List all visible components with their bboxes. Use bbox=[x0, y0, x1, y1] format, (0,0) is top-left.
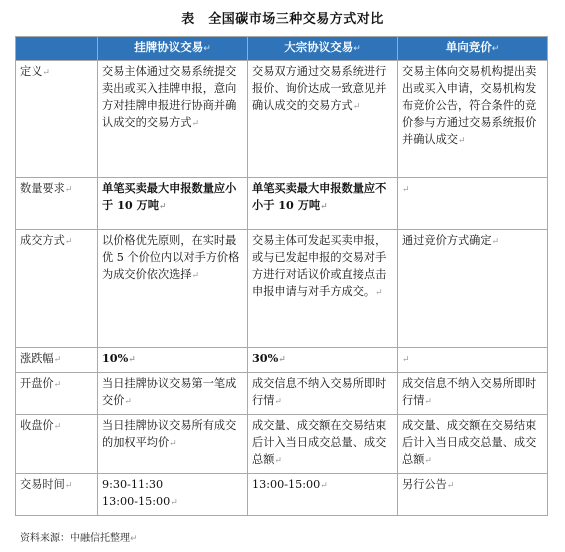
cell-close-block: 成交量、成交额在交易结束后计入当日成交总量、成交总额↵ bbox=[248, 415, 398, 474]
header-listing-agreement: 挂牌协议交易↵ bbox=[98, 37, 248, 61]
source-note: 资料来源：中融信托整理↵ bbox=[20, 533, 138, 544]
table-row bbox=[16, 230, 548, 348]
table-row bbox=[16, 373, 548, 415]
cell-quantity-bidding: ↵ bbox=[398, 178, 548, 230]
cell-quantity-block: 单笔买卖最大申报数量应不小于 10 万吨↵ bbox=[248, 178, 398, 230]
table-title bbox=[0, 8, 565, 27]
cell-deal-listing: 以价格优先原则，在实时最优 5 个价位内以对手方价格为成交价依次选择↵ bbox=[98, 230, 248, 348]
row-label-deal-method: 成交方式↵ bbox=[16, 230, 98, 348]
cell-definition-block: 交易双方通过交易系统进行报价、询价达成一致意见并确认成交的交易方式↵ bbox=[248, 61, 398, 178]
cell-time-bidding: 另行公告↵ bbox=[398, 474, 548, 516]
cell-definition-listing: 交易主体通过交易系统提交卖出或买入挂牌申报，意向方对挂牌申报进行协商并确认成交的交易方式↵ bbox=[98, 61, 248, 178]
header-block-agreement: 大宗协议交易↵ bbox=[248, 37, 398, 61]
cell-time-block: 13:00-15:00↵ bbox=[248, 474, 398, 516]
row-label-close-price: 收盘价↵ bbox=[16, 415, 98, 474]
cell-open-listing: 当日挂牌协议交易第一笔成交价↵ bbox=[98, 373, 248, 415]
cell-definition-bidding: 交易主体向交易机构提出卖出或买入申请，交易机构发布竞价公告，符合条件的竞价参与方通过交易系统报价并确认成交↵ bbox=[398, 61, 548, 178]
cell-limit-listing: 10%↵ bbox=[98, 348, 248, 373]
cell-limit-block: 30%↵ bbox=[248, 348, 398, 373]
cell-time-listing: 9:30-11:30 13:00-15:00↵ bbox=[98, 474, 248, 516]
cell-deal-bidding: 通过竞价方式确定↵ bbox=[398, 230, 548, 348]
header-row bbox=[16, 37, 548, 61]
table-row bbox=[16, 474, 548, 516]
title-text: 表 全国碳市场三种交易方式对比 bbox=[181, 12, 384, 27]
header-one-way-bidding: 单向竞价↵ bbox=[398, 37, 548, 61]
row-label-price-limit: 涨跌幅↵ bbox=[16, 348, 98, 373]
row-label-definition: 定义↵ bbox=[16, 61, 98, 178]
cell-quantity-listing: 单笔买卖最大申报数量应小于 10 万吨↵ bbox=[98, 178, 248, 230]
row-label-trading-time: 交易时间↵ bbox=[16, 474, 98, 516]
table-row bbox=[16, 415, 548, 474]
cell-limit-bidding: ↵ bbox=[398, 348, 548, 373]
cell-open-block: 成交信息不纳入交易所即时行情↵ bbox=[248, 373, 398, 415]
cell-close-listing: 当日挂牌协议交易所有成交的加权平均价↵ bbox=[98, 415, 248, 474]
row-label-open-price: 开盘价↵ bbox=[16, 373, 98, 415]
table-row bbox=[16, 178, 548, 230]
comparison-table bbox=[15, 36, 548, 516]
row-label-quantity: 数量要求↵ bbox=[16, 178, 98, 230]
cell-open-bidding: 成交信息不纳入交易所即时行情↵ bbox=[398, 373, 548, 415]
table-row bbox=[16, 348, 548, 373]
table-row bbox=[16, 61, 548, 178]
header-empty bbox=[16, 37, 98, 61]
cell-deal-block: 交易主体可发起买卖申报，或与已发起申报的交易对手方进行对话议价或直接点击申报申请与对手方成交。↵ bbox=[248, 230, 398, 348]
cell-close-bidding: 成交量、成交额在交易结束后计入当日成交总量、成交总额↵ bbox=[398, 415, 548, 474]
